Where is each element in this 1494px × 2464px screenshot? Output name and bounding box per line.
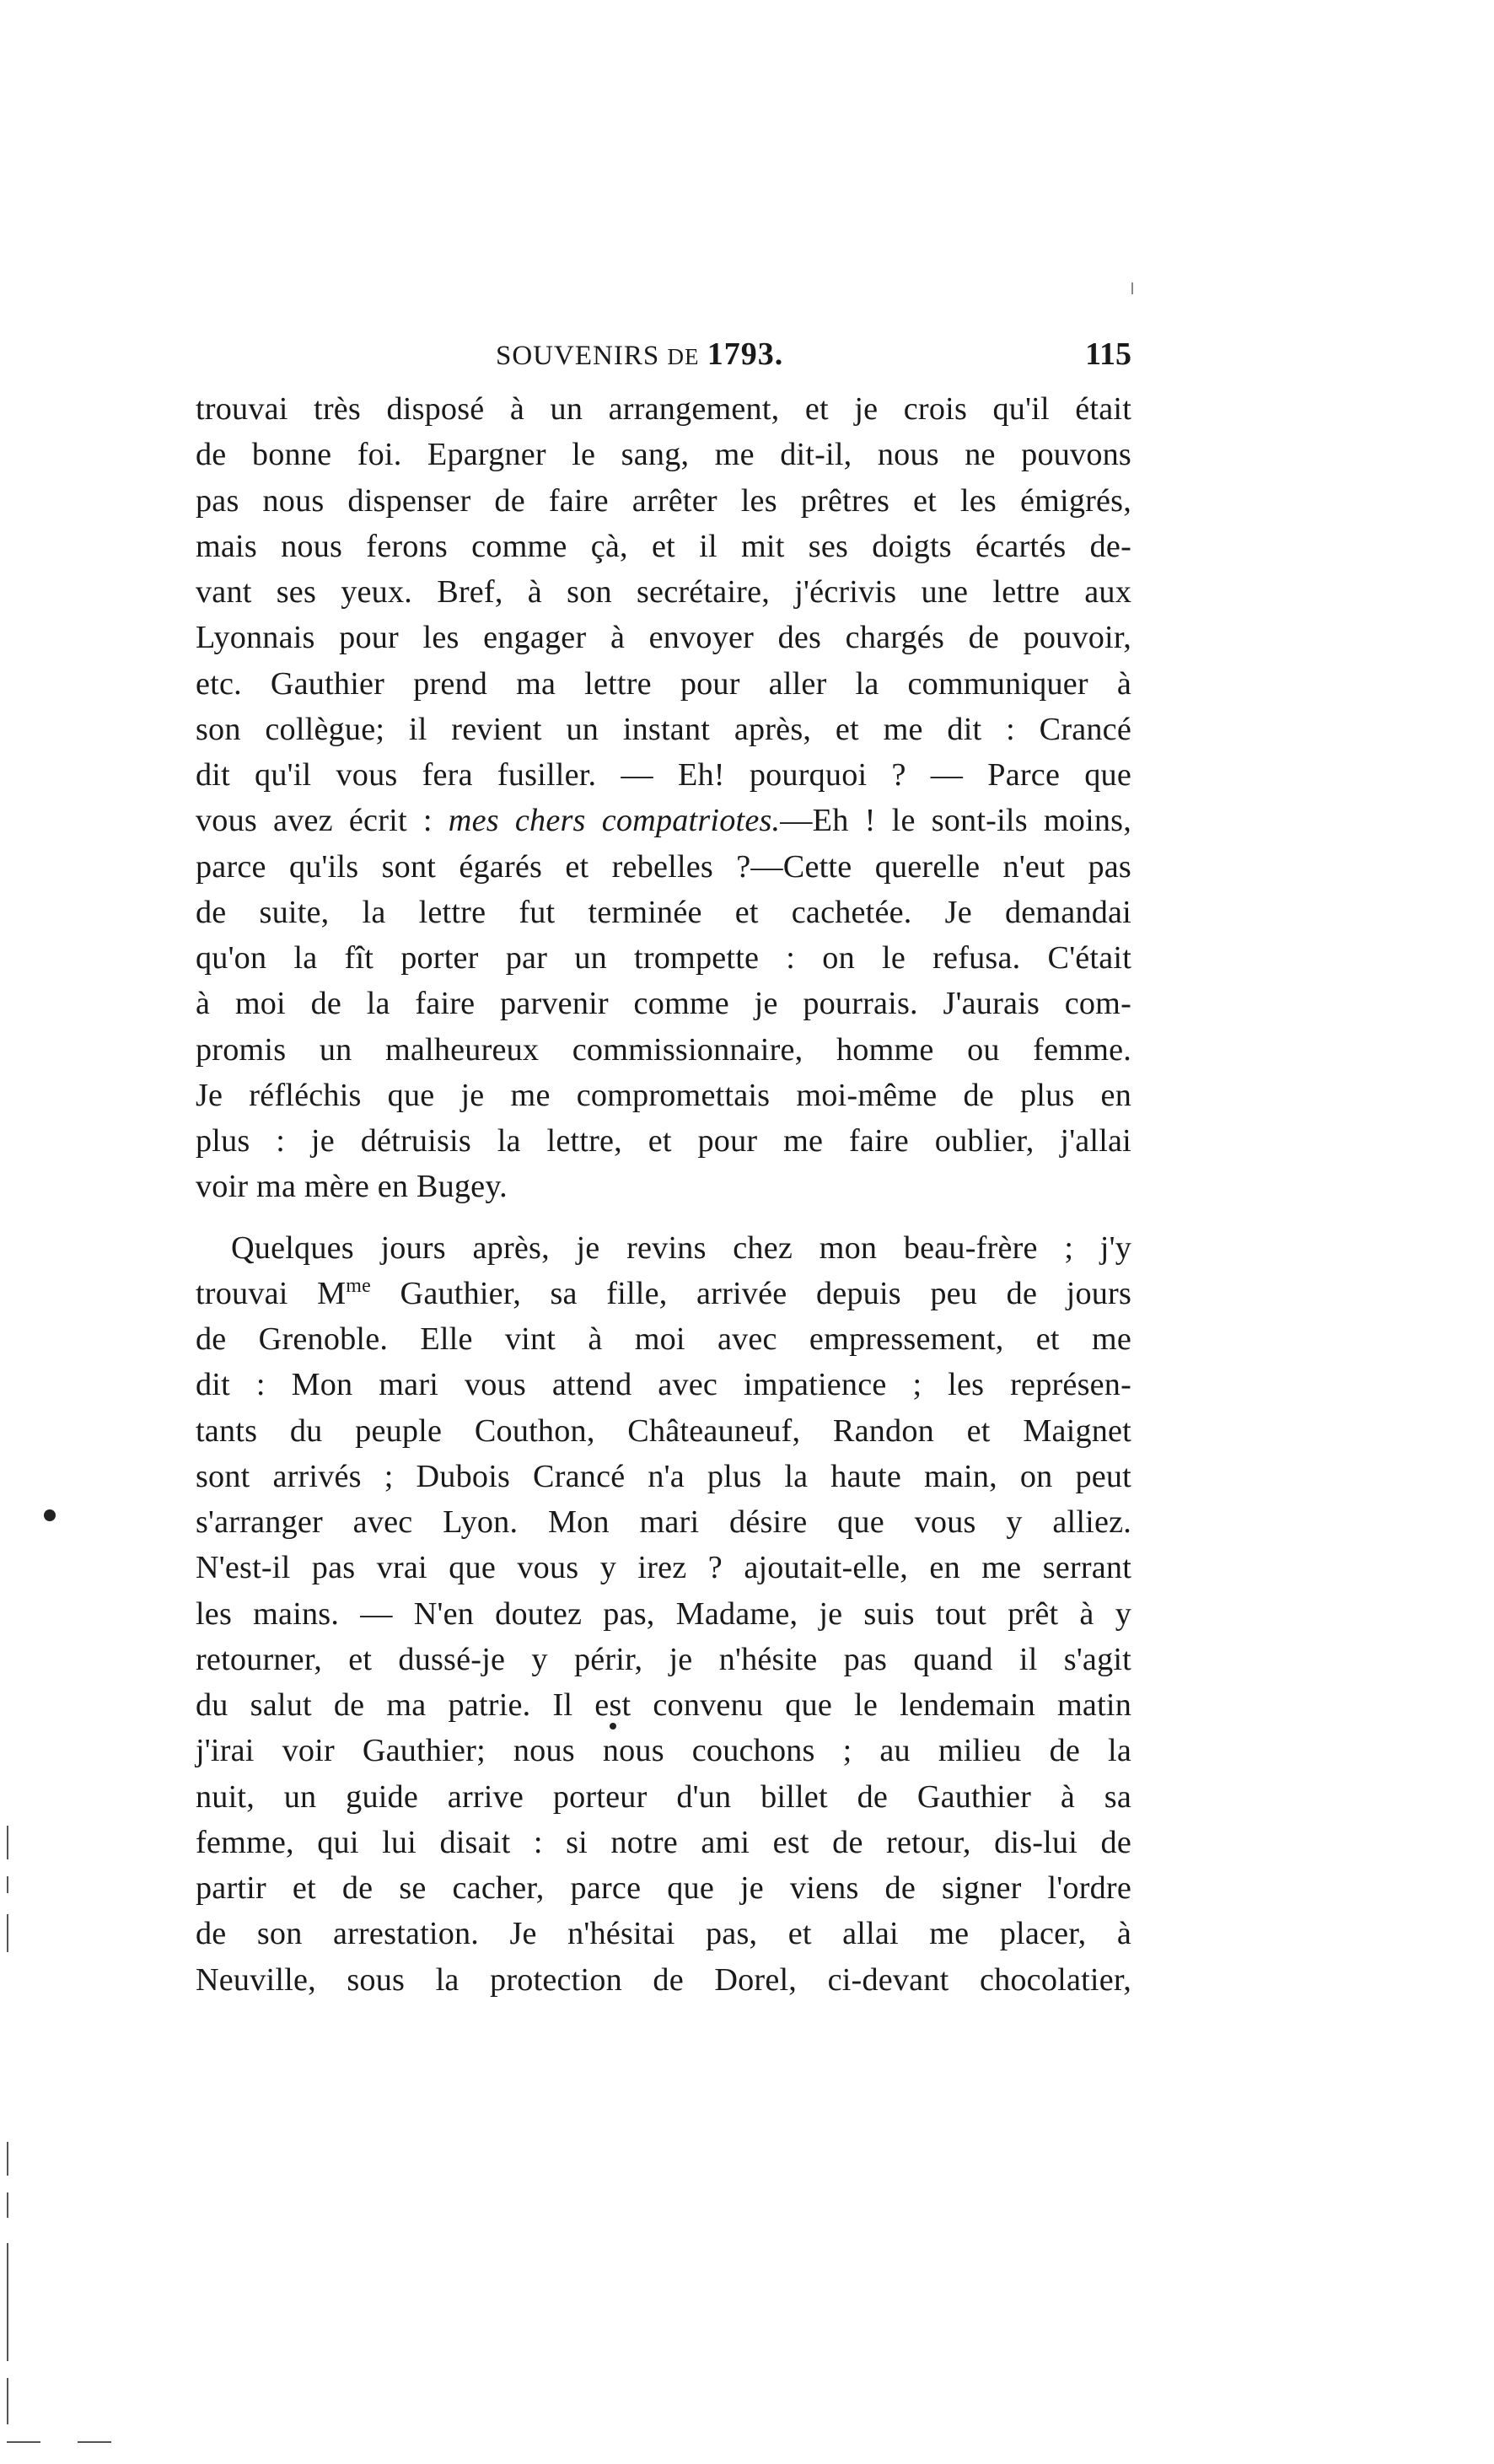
- scan-edge-line: [7, 2142, 8, 2176]
- scan-edge-line: [7, 1914, 8, 1952]
- text-line: à moi de la faire parvenir comme je pourrais. J'aurais com-: [196, 986, 1131, 1022]
- text-line: j'irai voir Gauthier; nous nous couchons ; au milieu de la: [196, 1733, 1131, 1769]
- paragraph: [196, 386, 1131, 1210]
- text-line: promis un malheureux commissionnaire, homme ou femme.: [196, 1031, 1131, 1068]
- paragraph: [196, 1225, 1131, 2003]
- text-line: de bonne foi. Epargner le sang, me dit-il, nous ne pouvons: [196, 437, 1131, 473]
- text-line: trouvai très disposé à un arrangement, et je crois qu'il était: [196, 391, 1131, 427]
- text-line: s'arranger avec Lyon. Mon mari désire que vous y alliez.: [196, 1504, 1131, 1540]
- paragraph-gap: [196, 1210, 1131, 1225]
- text-line: de Grenoble. Elle vint à moi avec empressement, et me: [196, 1321, 1131, 1357]
- text-line: N'est-il pas vrai que vous y irez ? ajoutait-elle, en me serrant: [196, 1550, 1131, 1586]
- text-line: voir ma mère en Bugey.: [196, 1169, 508, 1205]
- text-line: [196, 1271, 1131, 1316]
- text-line: tants du peuple Couthon, Châteauneuf, Randon et Maignet: [196, 1412, 1131, 1449]
- text-line: son collègue; il revient un instant après, et me dit : Crancé: [196, 711, 1131, 747]
- scan-edge-line: [7, 2192, 8, 2218]
- text-line: Quelques jours après, je revins chez mon beau-frère ; j'y: [231, 1229, 1131, 1266]
- text-line: Lyonnais pour les engager à envoyer des chargés de pouvoir,: [196, 620, 1131, 656]
- italic-quote: mes chers compatriotes.: [448, 803, 781, 839]
- text-line: mais nous ferons comme çà, et il mit ses doigts écartés de-: [196, 528, 1131, 564]
- text-line: retourner, et dussé-je y périr, je n'hésite pas quand il s'agit: [196, 1641, 1131, 1677]
- text-line: nuit, un guide arrive porteur d'un billet de Gauthier à sa: [196, 1778, 1131, 1815]
- text-line: partir et de se cacher, parce que je viens de signer l'ordre: [196, 1870, 1131, 1906]
- scan-edge-line: [7, 2378, 8, 2424]
- scan-edge-line: [1131, 282, 1133, 294]
- text-line: parce qu'ils sont égarés et rebelles ?—Cette querelle n'eut pas: [196, 848, 1131, 885]
- text-line: [196, 798, 1131, 843]
- text-line: sont arrivés ; Dubois Crancé n'a plus la haute main, on peut: [196, 1458, 1131, 1494]
- text-line: qu'on la fît porter par un trompette : on le refusa. C'était: [196, 940, 1131, 976]
- text-line: vant ses yeux. Bref, à son secrétaire, j'écrivis une lettre aux: [196, 574, 1131, 610]
- ink-blot: [610, 1723, 616, 1730]
- text-run: trouvai M: [196, 1275, 347, 1311]
- text-line: Je réfléchis que je me compromettais moi-même de plus en: [196, 1077, 1131, 1113]
- scan-edge-line: [7, 2243, 8, 2361]
- text-run: —Eh ! le sont-ils moins,: [780, 803, 1131, 839]
- text-line: de suite, la lettre fut terminée et cachetée. Je demandai: [196, 894, 1131, 930]
- scan-edge-line: [7, 1826, 8, 1859]
- page-number: 115: [1085, 336, 1131, 372]
- text-line: etc. Gauthier prend ma lettre pour aller la communiquer à: [196, 665, 1131, 702]
- page-header: [196, 329, 1131, 379]
- scan-edge-line: [78, 2441, 111, 2443]
- running-title-year: 1793.: [707, 336, 784, 372]
- text-line: plus : je détruisis la lettre, et pour me faire oublier, j'allai: [196, 1123, 1131, 1159]
- page-body: [196, 386, 1131, 2003]
- text-line: femme, qui lui disait : si notre ami est de retour, dis-lui de: [196, 1824, 1131, 1860]
- superscript: me: [346, 1274, 371, 1297]
- text-line: dit qu'il vous fera fusiller. — Eh! pourquoi ? — Parce que: [196, 757, 1131, 793]
- text-run: vous avez écrit :: [196, 803, 449, 839]
- running-title-word: SOUVENIRS: [496, 341, 660, 371]
- running-title: [496, 329, 783, 382]
- text-line: du salut de ma patrie. Il est convenu que le lendemain matin: [196, 1687, 1131, 1723]
- scan-edge-line: [7, 1876, 8, 1893]
- text-line: les mains. — N'en doutez pas, Madame, je suis tout prêt à y: [196, 1595, 1131, 1632]
- ink-blot: [44, 1509, 56, 1521]
- text-run: Gauthier, sa fille, arrivée depuis peu de jours: [371, 1275, 1132, 1311]
- running-title-word: DE: [667, 344, 700, 369]
- text-line: Neuville, sous la protection de Dorel, ci-devant chocolatier,: [196, 1961, 1131, 1998]
- scan-edge-line: [7, 2441, 40, 2443]
- text-line: dit : Mon mari vous attend avec impatience ; les représen-: [196, 1367, 1131, 1403]
- text-line: pas nous dispenser de faire arrêter les prêtres et les émigrés,: [196, 482, 1131, 519]
- text-line: de son arrestation. Je n'hésitai pas, et allai me placer, à: [196, 1916, 1131, 1952]
